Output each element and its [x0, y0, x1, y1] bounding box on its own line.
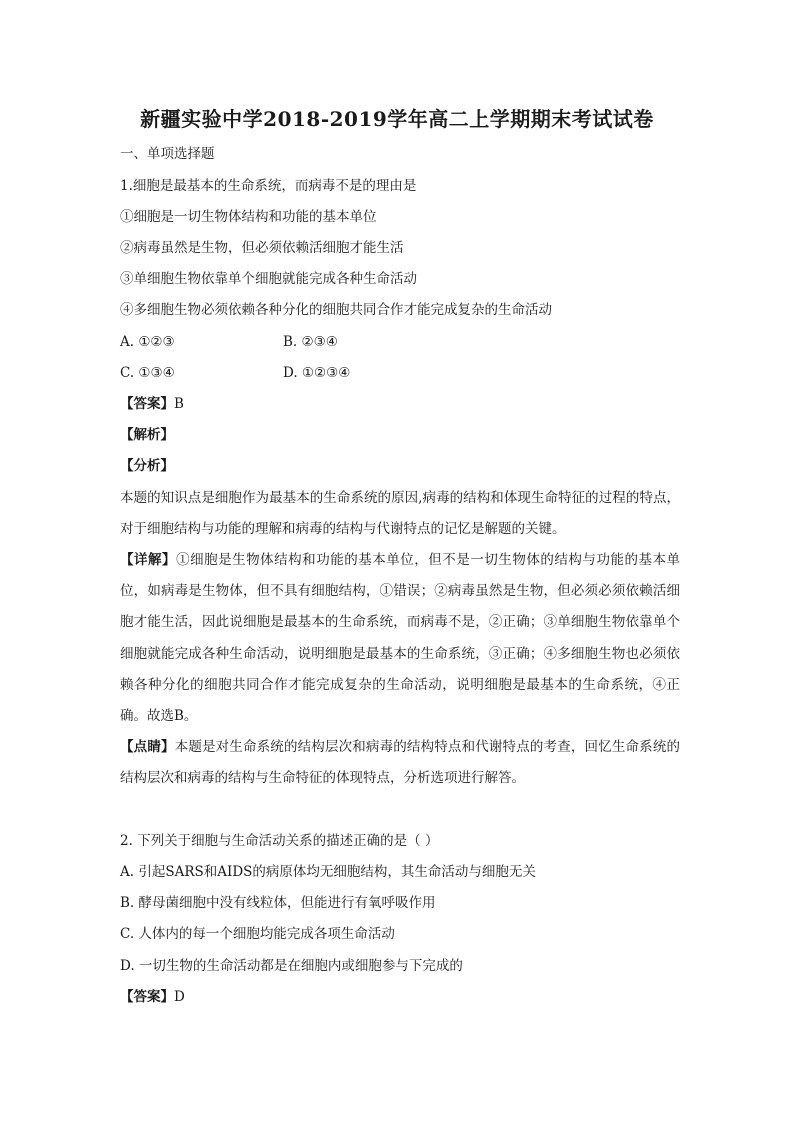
answer-label: 【答案】 — [120, 989, 174, 1005]
fenxi-heading: 【分析】 — [120, 458, 174, 474]
answer-value: D — [174, 989, 185, 1005]
section-heading: 一、单项选择题 — [120, 146, 215, 162]
question-1-item-2: ②病毒虽然是生物，但必须依赖活细胞才能生活 — [120, 240, 404, 256]
question-1-option-a: A. ①②③ — [120, 334, 175, 350]
question-1-answer — [120, 394, 184, 414]
dianjing-paragraph — [120, 732, 680, 794]
question-1-option-c: C. ①③④ — [120, 365, 175, 381]
question-2-stem: 2. 下列关于细胞与生命活动关系的描述正确的是（ ） — [120, 833, 439, 849]
answer-value: B — [174, 396, 184, 412]
jiexi-heading: 【解析】 — [120, 427, 174, 443]
question-1-item-4: ④多细胞生物必须依赖各种分化的细胞共同合作才能完成复杂的生命活动 — [120, 302, 552, 318]
question-1-stem: 1.细胞是最基本的生命系统，而病毒不是的理由是 — [120, 178, 417, 194]
xiangjie-label: 【详解】 — [120, 552, 177, 568]
question-1-option-b: B. ②③④ — [283, 334, 338, 350]
page-title: 新疆实验中学2018-2019学年高二上学期期末考试试卷 — [140, 107, 654, 131]
xiangjie-text: ①细胞是生物体结构和功能的基本单位，但不是一切生物体的结构与功能的基本单位，如病毒是生物体，但不具有细胞结构，①错误；②病毒虽然是生物，但必须必须依赖活细胞才能生活，因此说细胞是最基本的生命系统，而病毒不是，②正确；③单细胞生物依靠单个细胞就能完成各种生命活动，说明细胞是最基本的生命系统，③正确；④多细胞生物也必须依赖各种分化的细胞共同合作才能完成复杂的生命活动，说明细胞是最基本的生命系统，④正确。故选B。 — [120, 552, 681, 725]
question-1-option-d: D. ①②③④ — [283, 365, 351, 381]
question-1-item-1: ①细胞是一切生物体结构和功能的基本单位 — [120, 209, 377, 225]
question-2-option-b: B. 酵母菌细胞中没有线粒体，但能进行有氧呼吸作用 — [120, 895, 436, 911]
fenxi-paragraph: 本题的知识点是细胞作为最基本的生命系统的原因,病毒的结构和体现生命特征的过程的特点，对于细胞结构与功能的理解和病毒的结构与代谢特点的记忆是解题的关键。 — [120, 490, 680, 538]
question-2-answer — [120, 987, 185, 1007]
dianjing-text: 本题是对生命系统的结构层次和病毒的结构特点和代谢特点的考查，回忆生命系统的结构层次和病毒的结构与生命特征的体现特点，分析选项进行解答。 — [120, 739, 681, 787]
dianjing-label: 【点睛】 — [120, 739, 175, 755]
question-2-option-a: A. 引起SARS和AIDS的病原体均无细胞结构，其生命活动与细胞无关 — [120, 864, 536, 880]
answer-label: 【答案】 — [120, 396, 174, 412]
xiangjie-paragraph — [120, 545, 680, 732]
question-2-option-c: C. 人体内的每一个细胞均能完成各项生命活动 — [120, 926, 395, 942]
question-1-item-3: ③单细胞生物依靠单个细胞就能完成各种生命活动 — [120, 271, 417, 287]
question-2-option-d: D. 一切生物的生命活动都是在细胞内或细胞参与下完成的 — [120, 958, 463, 974]
